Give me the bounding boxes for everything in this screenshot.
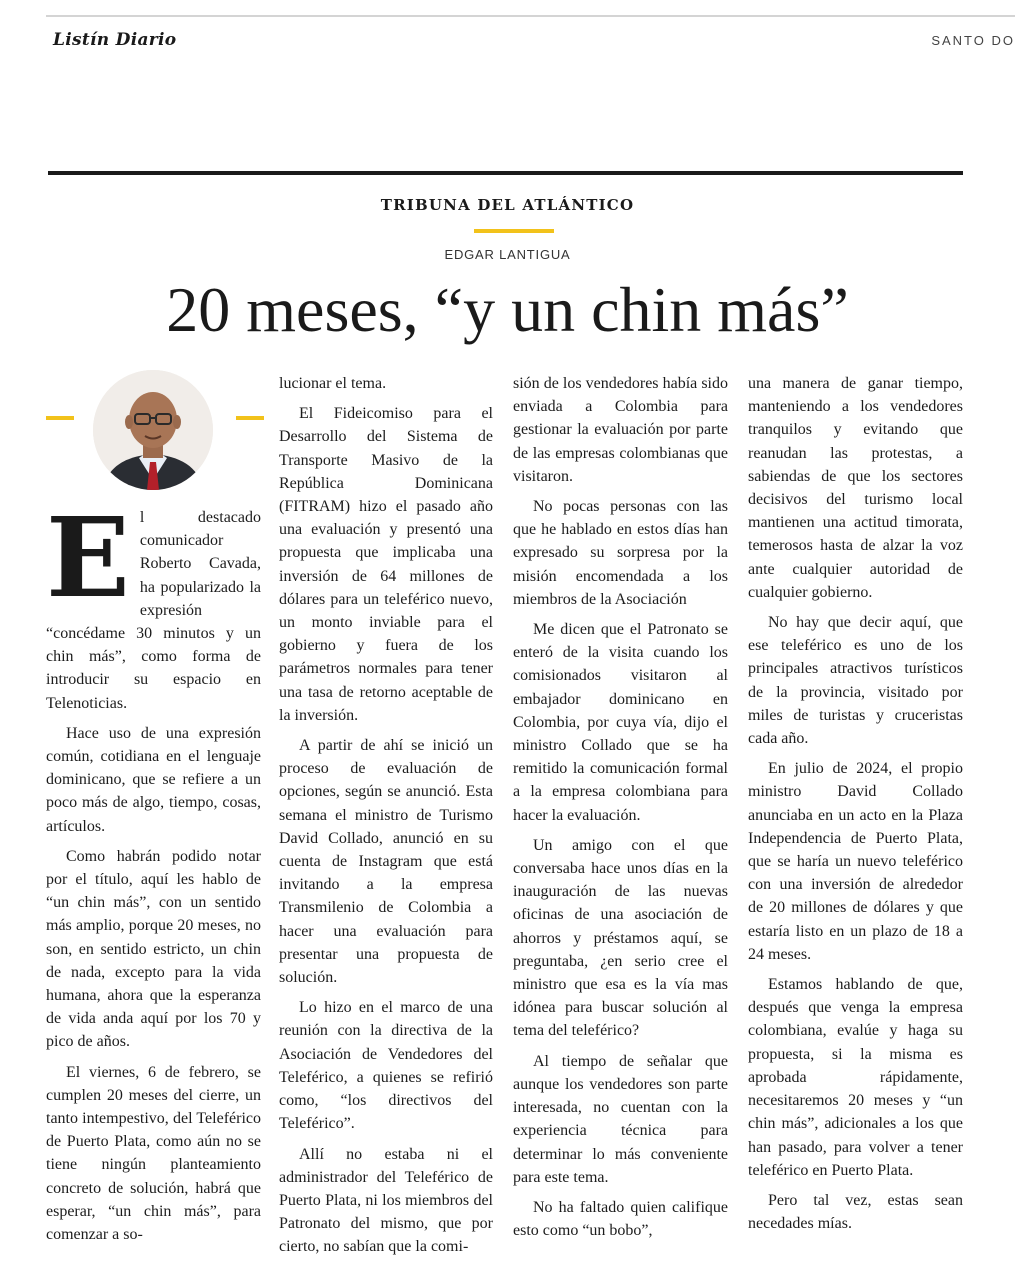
- paragraph-5: El Fideicomiso para el Desarrollo del Sistema de Transporte Masivo de la República Dominicana (FITRAM) hizo el pasado año una evaluación y presentó una propuesta que implicaba una inversión de 64 millones de dólares para un teleférico nuevo, un monto inviable para el gobierno y fuera de los parámetros normales para tener una tasa de retorno aceptable de la inversión.: [279, 405, 493, 724]
- paragraph-4: El viernes, 6 de febrero, se cumplen 20 meses del cierre, un tanto intempestivo, del Teleférico de Puerto Plata, como aún no se tiene ningún planteamiento concreto de solución, habrá que esperar, “un chin más”, para comenzar a so-: [46, 1063, 261, 1244]
- drop-cap: E: [46, 493, 130, 622]
- article-column-3: [513, 372, 728, 1249]
- section-rule: [48, 171, 963, 175]
- article-column-1: [46, 493, 261, 1253]
- author-portrait: [93, 370, 213, 490]
- paragraph-11: Un amigo con el que conversaba hace unos días en la inauguración de las nuevas oficinas de una asociación de ahorros y préstamos aquí, se preguntaba, ¿en serio cree el ministro que esa es la vía mas idónea para buscar solución al tema del teleférico?: [513, 836, 728, 1040]
- section-title: TRIBUNA DEL ATLÁNTICO: [380, 196, 635, 214]
- paragraph-3: Como habrán podido notar por el título, aquí les hablo de “un chin más”, con un sentido más amplio, porque 20 meses, no son, en sentido estricto, un chin de nada, excepto para la vida humana, ahora que la esperanza de vida anda aquí por los 70 y pico de años.: [46, 847, 261, 1051]
- paragraph-17: Pero tal vez, estas sean necedades mías.: [748, 1191, 963, 1233]
- paragraph-10: Me dicen que el Patronato se enteró de la visita cuando los comisionados visitaron al embajador dominicano en Colombia, por cuya vía, dijo el ministro Collado que se ha remitido la comunicación formal a la empresa colombiana para hacer la evaluación.: [513, 621, 728, 824]
- page-city-label: SANTO DO: [931, 33, 1015, 48]
- paragraph-2: Hace uso de una expresión común, cotidiana en el lenguaje dominicano, que se refiere a un poco más de algo, tiempo, cosas, artículos.: [46, 724, 261, 835]
- paragraph-continued: una manera de ganar tiempo, manteniendo a los vendedores tranquilos y evitando que reanudan las protestas, a sabiendas de que los sectores decisivos del turismo local mantienen una actitud timorata, temerosos hasta de alzar la voz ante cualquier autoridad de cualquier gobierno.: [748, 375, 963, 601]
- paragraph-13: No ha faltado quien califique esto como “un bobo”,: [513, 1198, 728, 1240]
- paragraph-12: Al tiempo de señalar que aunque los vendedores son parte interesada, no cuentan con la experiencia técnica para determinar lo más conveniente para este tema.: [513, 1052, 728, 1186]
- article-column-4: [748, 372, 963, 1242]
- paragraph-16: Estamos hablando de que, después que venga la empresa colombiana, evalúe y haga su propuesta, si la misma es aprobada rápidamente, necesitaremos 20 meses y “un chin más”, adicionales a los que han pasado, para volver a tener teleférico en Puerto Plata.: [748, 976, 963, 1179]
- paragraph-8: Allí no estaba ni el administrador del Teleférico de Puerto Plata, ni los miembros del Patronato del mismo, que por cierto, no sabían que la comi-: [279, 1145, 493, 1256]
- paragraph-continued: lucionar el tema.: [279, 375, 387, 392]
- author-byline: EDGAR LANTIGUA: [444, 247, 571, 262]
- portrait-dash-left: [46, 416, 74, 420]
- article-column-2: [279, 372, 493, 1266]
- paragraph-continued: sión de los vendedores había sido enviada a Colombia para gestionar la evaluación por parte de las empresas colombianas que visitaron.: [513, 375, 728, 485]
- masthead-logo: Listín Diario: [53, 30, 177, 50]
- portrait-dash-right: [236, 416, 264, 420]
- paragraph-1: El destacado comunicador Roberto Cavada, ha popularizado la expresión “concédame 30 minutos y un chin más”, como forma de introducir su espacio en Telenoticias.: [46, 493, 261, 712]
- paragraph-14: No hay que decir aquí, que ese teleférico es uno de los principales atractivos turísticos de la provincia, visitado por miles de turistas y cruceristas cada año.: [748, 614, 963, 748]
- section-accent-bar: [474, 229, 554, 233]
- paragraph-7: Lo hizo en el marco de una reunión con la directiva de la Asociación de Vendedores del Teleférico, a quienes se refirió como, “los directivos del Teleférico”.: [279, 999, 493, 1133]
- article-headline: 20 meses, “y un chin más”: [166, 274, 849, 345]
- paragraph-6: A partir de ahí se inició un proceso de evaluación de opciones, según se anunció. Esta semana el ministro de Turismo David Collado, anunció en su cuenta de Instagram que está invitando a la empresa Transmilenio de Colombia a hacer una evaluación para presentar una propuesta de solución.: [279, 737, 493, 987]
- top-rule: [46, 15, 1015, 17]
- paragraph-15: En julio de 2024, el propio ministro David Collado anunciaba en un acto en la Plaza Independencia de Puerto Plata, que se haría un nuevo teleférico con una inversión de alrededor de 20 millones de dólares y que estaría listo en un plazo de 18 a 24 meses.: [748, 760, 963, 963]
- paragraph-9: No pocas personas con las que he hablado en estos días han expresado su sorpresa por la misión encomendada a los miembros de la Asociación: [513, 498, 728, 608]
